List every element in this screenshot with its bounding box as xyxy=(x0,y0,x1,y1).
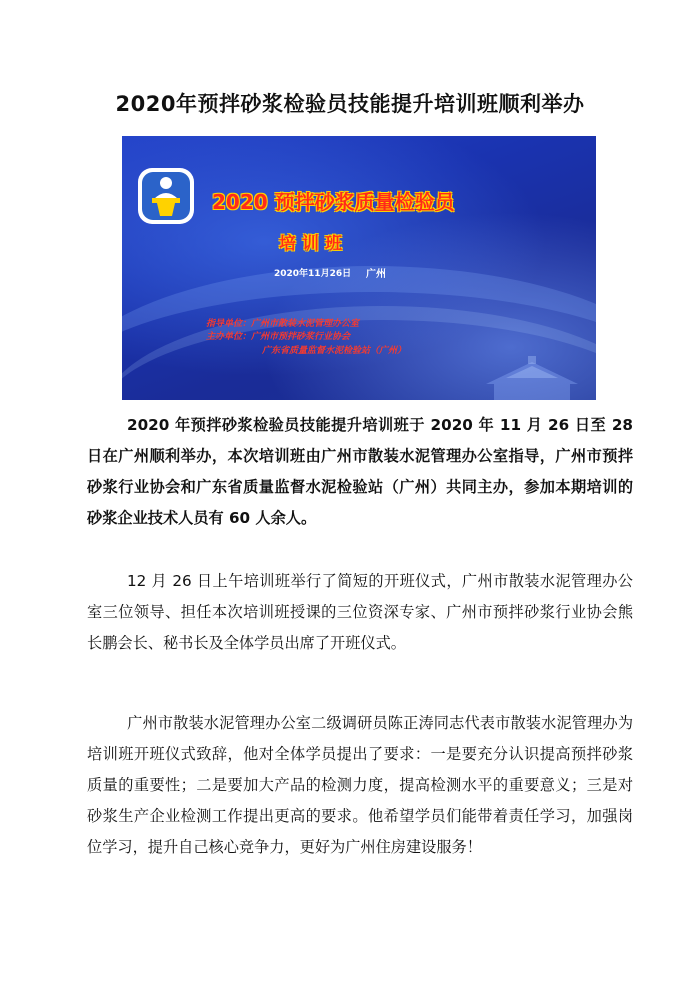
banner-title: 2020 预拌砂浆质量检验员 xyxy=(212,190,455,214)
paragraph-intro: 2020 年预拌砂浆检验员技能提升培训班于 2020 年 11 月 26 日至 28 日在广州顺利举办，本次培训班由广州市散装水泥管理办公室指导，广州市预拌砂浆行业协会和广东省质量监督水泥检验站（广州）共同主办，参加本期培训的砂浆企业技术人员有 60 人余人。 xyxy=(87,416,633,527)
banner-place: 广州 xyxy=(366,269,386,280)
temple-silhouette-icon xyxy=(484,354,580,400)
banner-host-unit: 主办单位：广州市预拌砂浆行业协会 xyxy=(206,332,351,342)
page-title: 2020年预拌砂浆检验员技能提升培训班顺利举办 xyxy=(115,92,585,116)
speaker-podium-icon xyxy=(136,166,196,226)
banner-host-unit-2: 广东省质量监督水泥检验站（广州） xyxy=(262,346,407,356)
banner-image xyxy=(122,136,596,400)
banner-date: 2020年11月26日 xyxy=(274,269,352,279)
paragraph-speech: 广州市散装水泥管理办公室二级调研员陈正涛同志代表市散装水泥管理办为培训班开班仪式致辞，他对全体学员提出了要求：一是要充分认识提高预拌砂浆质量的重要性；二是要加大产品的检测力度，提高检测水平的重要意义；三是对砂浆生产企业检测工作提出更高的要求。他希望学员们能带着责任学习，加强岗位学习，提升自己核心竞争力，更好为广州住房建设服务！ xyxy=(87,714,633,856)
paragraph-opening-ceremony: 12 月 26 日上午培训班举行了简短的开班仪式，广州市散装水泥管理办公室三位领导、担任本次培训班授课的三位资深专家、广州市预拌砂浆行业协会熊长鹏会长、秘书长及全体学员出席了开班仪式。 xyxy=(87,572,633,652)
banner-guide-unit: 指导单位：广州市散装水泥管理办公室 xyxy=(206,319,360,329)
banner-subtitle: 培训班 xyxy=(279,234,348,254)
